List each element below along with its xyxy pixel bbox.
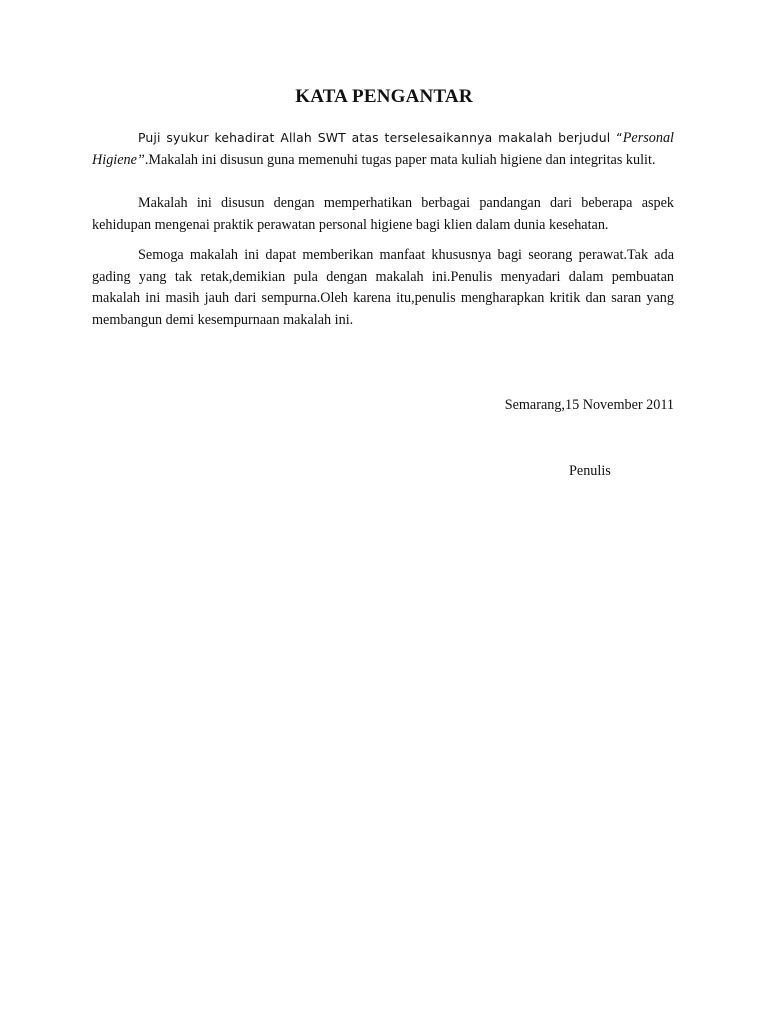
page-title: KATA PENGANTAR — [295, 86, 473, 107]
paragraph-purpose-text: Makalah ini disusun dengan memperhatikan berbagai pandangan dari beberapa aspek kehidupan mengenai praktik perawatan personal higiene bagi klien dalam dunia kesehatan. — [92, 195, 674, 233]
paragraph-purpose — [92, 193, 674, 236]
paragraph-closing-text: Semoga makalah ini dapat memberikan manfaat khususnya bagi seorang perawat.Tak ada gading yang tak retak,demikian pula dengan makalah ini.Penulis menyadari dalam pembuatan makalah ini masih jauh dari sempurna.Oleh karena itu,penulis mengharapkan kritik dan saran yang membangun demi kesempurnaan makalah ini. — [92, 247, 674, 328]
paragraph-intro-lead: Puji syukur kehadirat Allah SWT atas terselesaikannya makalah berjudul “ — [138, 130, 623, 145]
place-and-date: Semarang,15 November 2011 — [504, 397, 674, 413]
signer-label: Penulis — [569, 463, 611, 479]
paragraph-intro — [92, 127, 674, 171]
paragraph-intro-italic-title: Personal Higiene” — [92, 130, 674, 168]
paragraph-closing — [92, 245, 674, 331]
paragraph-intro-rest: .Makalah ini disusun guna memenuhi tugas paper mata kuliah higiene dan integritas kulit. — [144, 151, 656, 168]
